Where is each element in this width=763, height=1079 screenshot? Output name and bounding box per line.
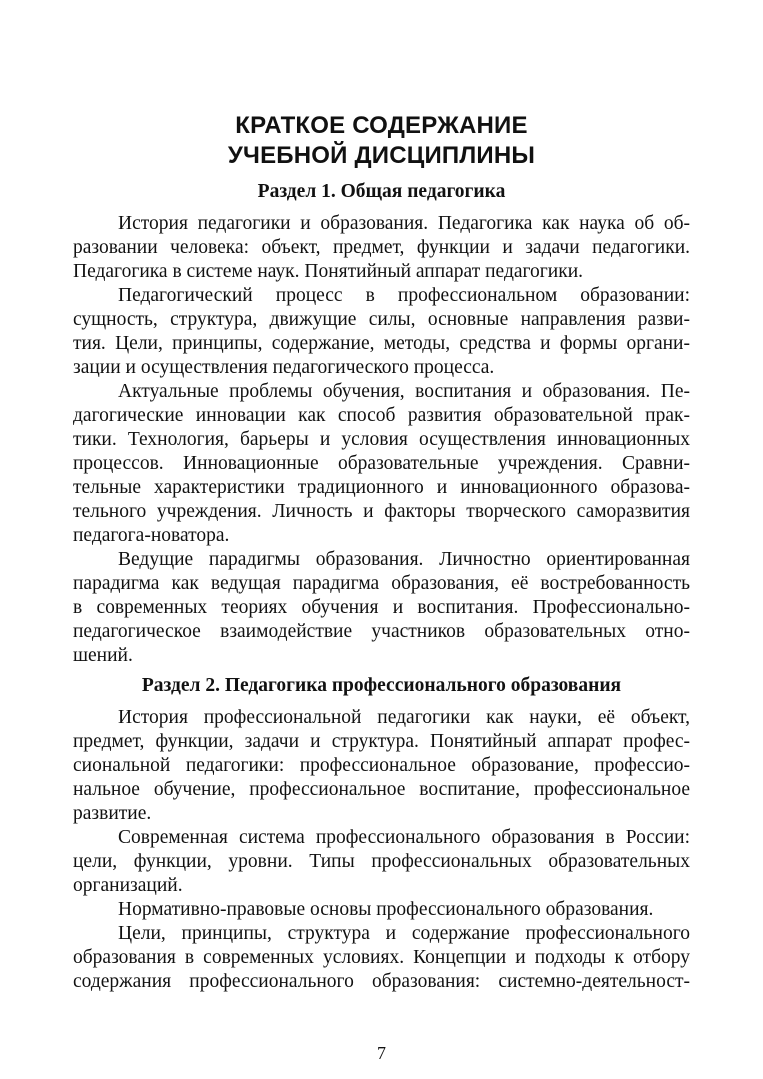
section-1-line: тельного учреждения. Личность и факторы творческого саморазвития	[73, 501, 690, 522]
section-2-line: развитие.	[73, 803, 152, 824]
section-1-line: педагога-новатора.	[73, 525, 230, 546]
section-1-line: Педагогика в системе наук. Понятийный аппарат педагогики.	[73, 261, 583, 282]
page-title	[0, 111, 763, 171]
section-2-line: содержания профессионального образования: системно-деятельност-	[73, 971, 690, 992]
section-1-line: педагогическое взаимодействие участников образовательных отно-	[73, 621, 690, 642]
section-2-line: сиональной педагогики: профессиональное образование, профессио-	[73, 755, 690, 776]
section-2-heading: Раздел 2. Педагогика профессионального образования	[141, 675, 622, 696]
section-1-line: в современных теориях обучения и воспитания. Профессионально-	[73, 597, 690, 618]
section-2-line: Цели, принципы, структура и содержание профессионального	[118, 923, 690, 944]
section-2-line: Современная система профессионального образования в России:	[118, 827, 690, 848]
title-line-1: КРАТКОЕ СОДЕРЖАНИЕ	[235, 112, 528, 139]
section-1-line: тики. Технология, барьеры и условия осуществления инновационных	[73, 429, 690, 450]
title-line-2: УЧЕБНОЙ ДИСЦИПЛИНЫ	[227, 142, 536, 169]
section-2-line: Нормативно-правовые основы профессионального образования.	[118, 899, 654, 920]
section-1-line: дагогические инновации как способ развития образовательной прак-	[73, 405, 690, 426]
section-1-line: зации и осуществления педагогического процесса.	[73, 357, 495, 378]
section-1-line: тельные характеристики традиционного и инновационного образова-	[73, 477, 690, 498]
page-number: 7	[377, 1043, 386, 1063]
section-1-line: разовании человека: объект, предмет, функции и задачи педагогики.	[73, 237, 690, 258]
section-1-line: шений.	[73, 645, 133, 666]
section-2-line: нальное обучение, профессиональное воспитание, профессиональное	[73, 779, 690, 800]
section-1-line: парадигма как ведущая парадигма образования, её востребованность	[73, 573, 690, 594]
section-2-line: цели, функции, уровни. Типы профессиональных образовательных	[73, 851, 690, 872]
section-1-line: История педагогики и образования. Педагогика как наука об об-	[118, 213, 690, 234]
section-1-line: тия. Цели, принципы, содержание, методы, средства и формы органи-	[73, 333, 690, 354]
section-1-line: Актуальные проблемы обучения, воспитания и образования. Пе-	[118, 381, 690, 402]
section-1-line: Педагогический процесс в профессиональном образовании:	[118, 285, 690, 306]
section-2-line: организаций.	[73, 875, 183, 896]
section-1-line: процессов. Инновационные образовательные учреждения. Сравни-	[73, 453, 690, 474]
section-1-line: сущность, структура, движущие силы, основные направления разви-	[73, 309, 690, 330]
section-2-line: предмет, функции, задачи и структура. Понятийный аппарат профес-	[73, 731, 690, 752]
section-1-heading: Раздел 1. Общая педагогика	[257, 181, 506, 202]
section-2-line: образования в современных условиях. Концепции и подходы к отбору	[73, 947, 690, 968]
section-2-line: История профессиональной педагогики как науки, её объект,	[118, 707, 690, 728]
section-1-line: Ведущие парадигмы образования. Личностно ориентированная	[118, 549, 690, 570]
